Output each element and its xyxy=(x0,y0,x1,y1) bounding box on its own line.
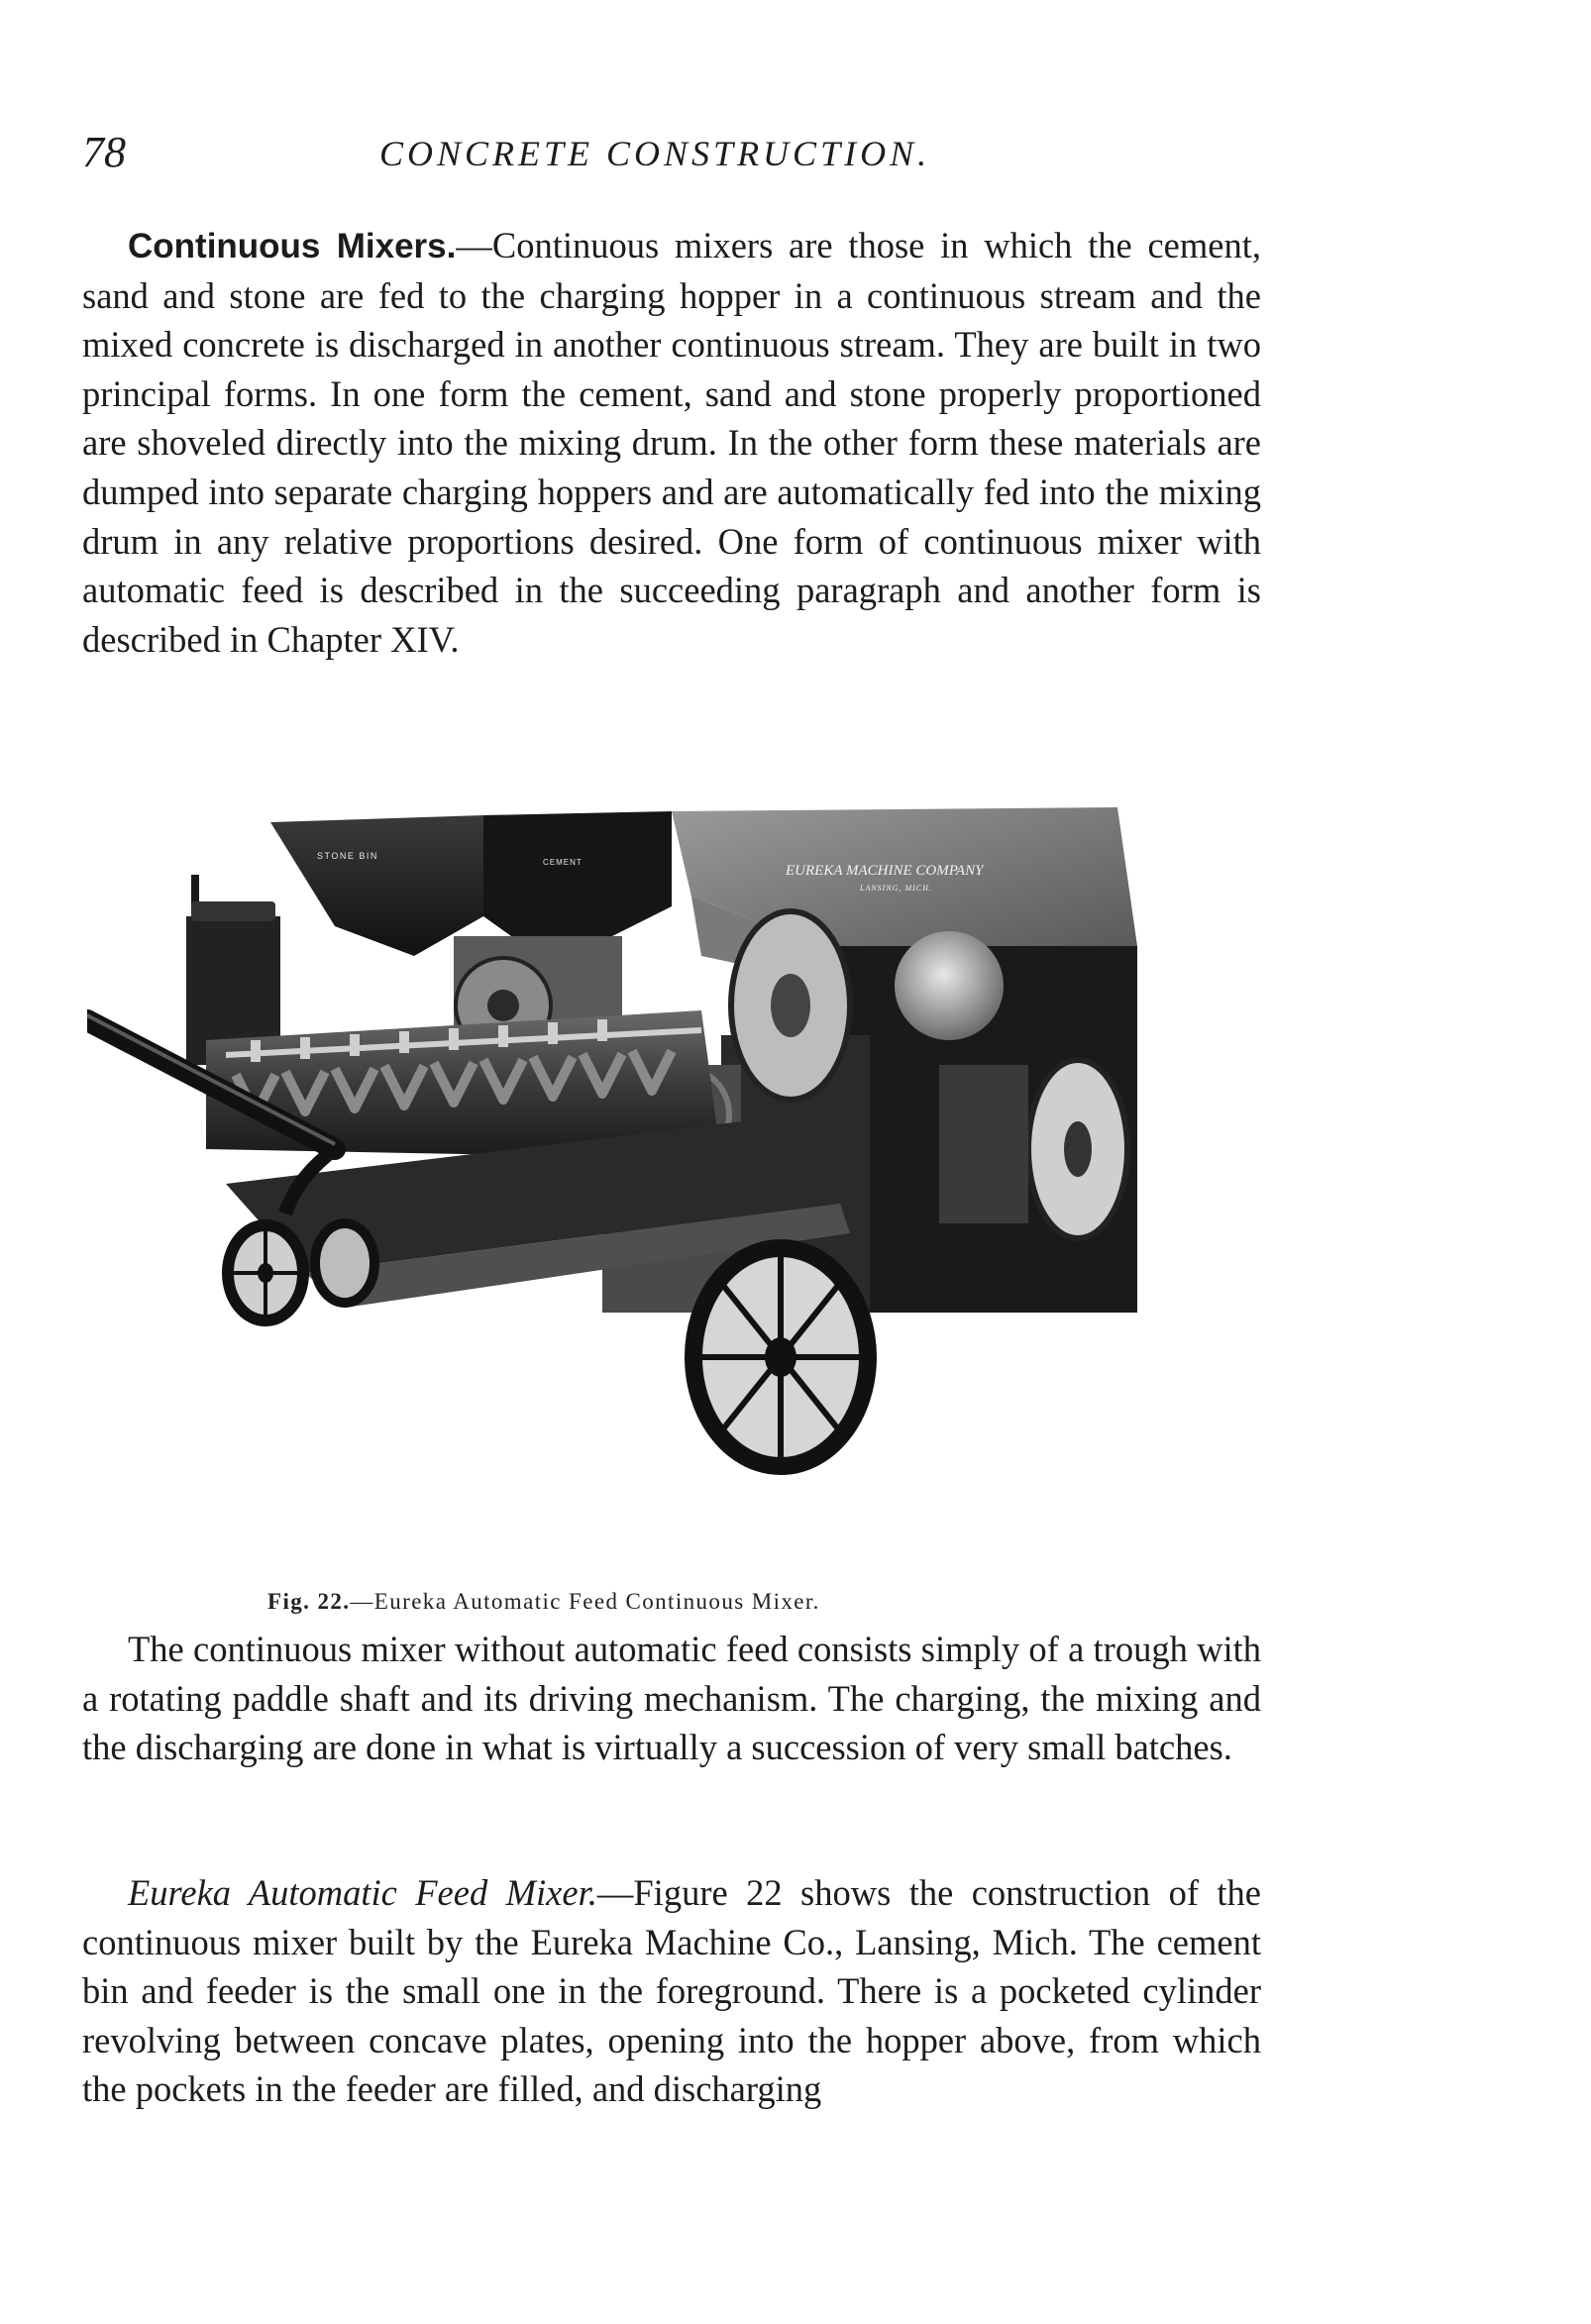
figure-caption xyxy=(267,1589,820,1615)
figure-caption-text: —Eureka Automatic Feed Continuous Mixer. xyxy=(350,1589,820,1614)
paragraph-without-automatic-feed xyxy=(82,1625,1261,1772)
cement-label: CEMENT xyxy=(543,858,583,867)
running-title: CONCRETE CONSTRUCTION. xyxy=(379,134,931,173)
figure-eureka-mixer xyxy=(87,807,1266,1580)
figure-label: Fig. 22. xyxy=(267,1589,351,1614)
paragraph-eureka-mixer xyxy=(82,1868,1261,2114)
maker-name-label: EUREKA MACHINE COMPANY xyxy=(786,863,984,879)
paragraph-body: —Figure 22 shows the construction of the continuous mixer built by the Eureka Machine Co., Lansing, Mich. The cement bin and feeder is the small one in the foreground. There is a pocketed cylinder revolving between concave plates, opening into the hopper above, from which the pockets in the feeder are filled, and discharging xyxy=(82,1872,1262,2110)
paragraph-continuous-mixers xyxy=(82,221,1261,664)
paragraph-body: —Continuous mixers are those in which the cement, sand and stone are fed to the charging hopper in a continuous stream and the mixed concrete is discharged in another continuous stream. They are built in two principal forms. In one form the cement, sand and stone properly proportioned are shoveled directly into the mixing drum. In the other form these materials are dumped into separate charging hoppers and are automatically fed into the mixing drum in any relative proportions desired. One form of continuous mixer with automatic feed is described in the succeeding paragraph and another form is described in Chapter XIV. xyxy=(82,225,1261,660)
mixer-illustration xyxy=(87,807,1266,1580)
maker-city-label: LANSING, MICH. xyxy=(860,884,932,893)
section-heading-continuous-mixers: Continuous Mixers. xyxy=(128,227,457,265)
cement-feeder-box xyxy=(186,875,280,1065)
running-head xyxy=(82,127,1261,186)
page-number: 78 xyxy=(82,128,126,176)
rear-wheel xyxy=(693,1248,868,1466)
stone-bin-label: STONE BIN xyxy=(317,851,378,861)
section-heading-eureka-mixer: Eureka Automatic Feed Mixer. xyxy=(128,1872,597,1913)
paragraph-body: The continuous mixer without automatic feed consists simply of a trough with a rotating paddle shaft and its driving mechanism. The charging, the mixing and the discharging are done in what is virtually a succession of very small batches. xyxy=(82,1629,1261,1768)
